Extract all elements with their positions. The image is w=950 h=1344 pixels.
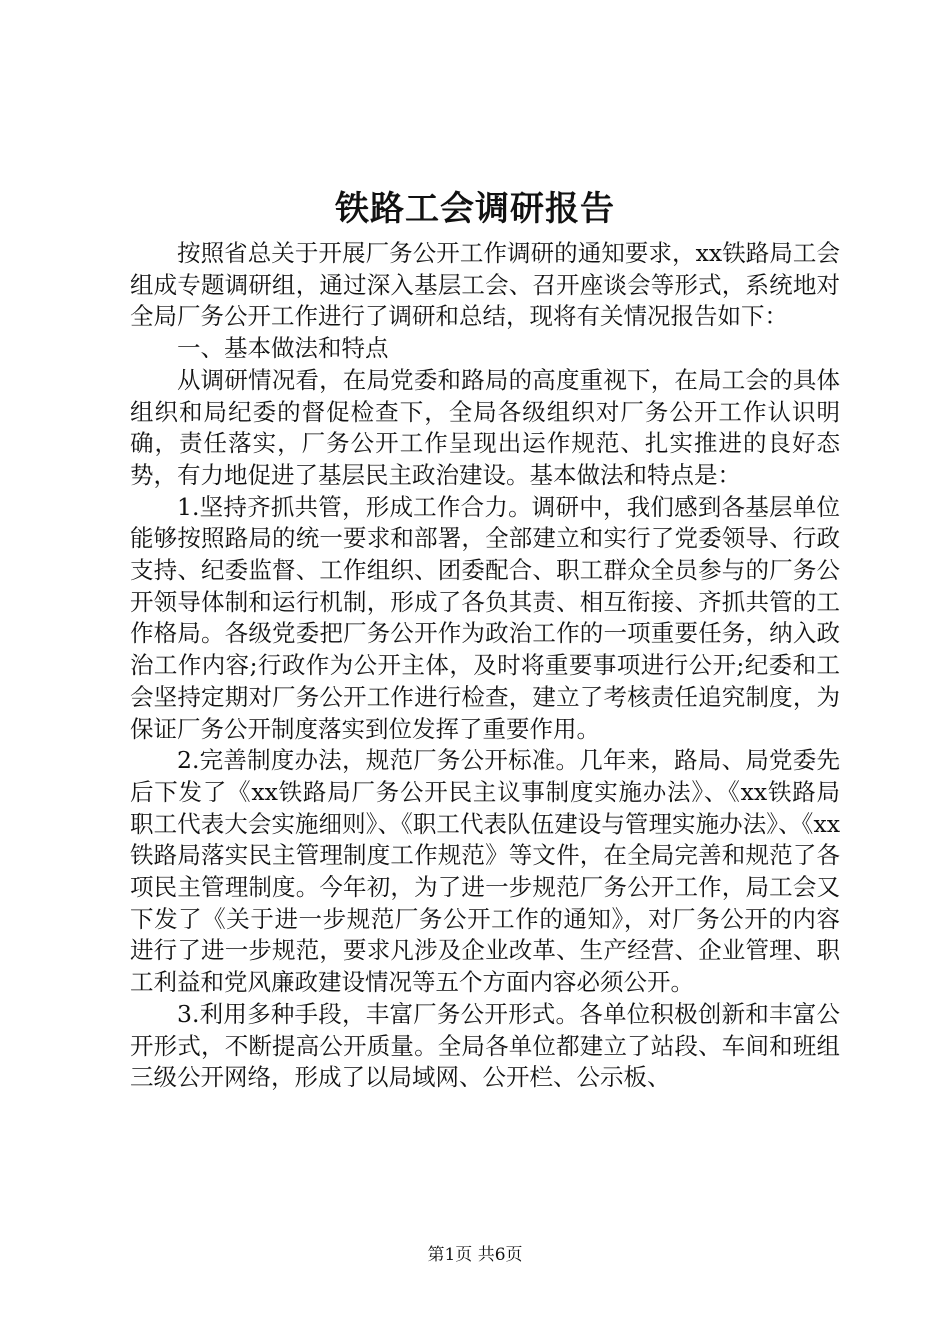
page-footer: 第1页 共6页 <box>427 1245 523 1265</box>
paragraph-point-2: 2.完善制度办法，规范厂务公开标准。几年来，路局、局党委先后下发了《xx铁路局厂务公开民主议事制度实施办法》、《xx铁路局职工代表大会实施细则》、《职工代表队伍建设与管理实施办法》、《xx铁路局落实民主管理制度工作规范》等文件，在全局完善和规范了各项民主管理制度。今年初，为了进一步规范厂务公开工作，局工会又下发了《关于进一步规范厂务公开工作的通知》，对厂务公开的内容进行了进一步规范，要求凡涉及企业改革、生产经营、企业管理、职工利益和党风廉政建设情况等五个方面内容必须公开。 <box>130 746 840 997</box>
paragraph-overview: 从调研情况看，在局党委和路局的高度重视下，在局工会的具体组织和局纪委的督促检查下，全局各级组织对厂务公开工作认识明确，责任落实，厂务公开工作呈现出运作规范、扎实推进的良好态势，有力地促进了基层民主政治建设。基本做法和特点是： <box>130 365 840 489</box>
paragraph-point-3: 3.利用多种手段，丰富厂务公开形式。各单位积极创新和丰富公开形式，不断提高公开质量。全局各单位都建立了站段、车间和班组三级公开网络，形成了以局域网、公开栏、公示板、 <box>130 999 840 1092</box>
section-heading: 一、基本做法和特点 <box>177 334 389 363</box>
paragraph-intro: 按照省总关于开展厂务公开工作调研的通知要求，xx铁路局工会组成专题调研组，通过深入基层工会、召开座谈会等形式，系统地对全局厂务公开工作进行了调研和总结，现将有关情况报告如下： <box>130 239 840 331</box>
document-title: 铁路工会调研报告 <box>335 189 615 229</box>
paragraph-point-1: 1.坚持齐抓共管，形成工作合力。调研中，我们感到各基层单位能够按照路局的统一要求和部署，全部建立和实行了党委领导、行政支持、纪委监督、工作组织、团委配合、职工群众全员参与的厂务公开领导体制和运行机制，形成了各负其责、相互衔接、齐抓共管的工作格局。各级党委把厂务公开作为政治工作的一项重要任务，纳入政治工作内容;行政作为公开主体，及时将重要事项进行公开;纪委和工会坚持定期对厂务公开工作进行检查，建立了考核责任追究制度，为保证厂务公开制度落实到位发挥了重要作用。 <box>130 492 840 743</box>
document-body <box>130 238 840 1094</box>
